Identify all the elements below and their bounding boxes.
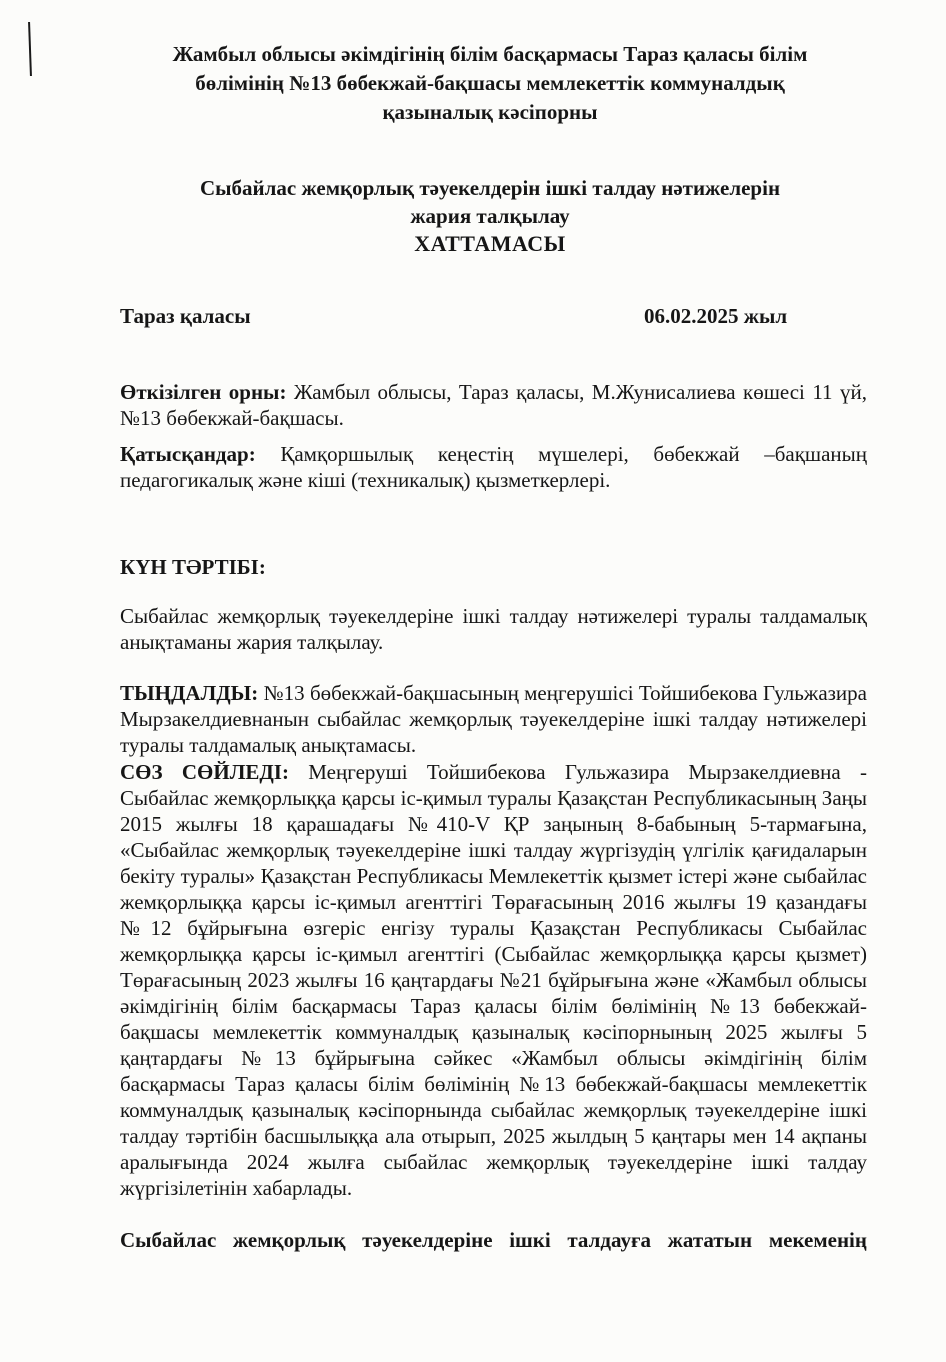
venue-text: Жамбыл облысы, Тараз қаласы, М.Жунисалиева көшесі 11 үй, №13 бөбекжай-бақшасы.	[120, 380, 867, 430]
org-line-3: қазыналық кәсіпорны	[382, 100, 598, 124]
participants-label: Қатысқандар:	[120, 442, 256, 466]
participants-paragraph	[120, 441, 867, 493]
participants-text: Қамқоршылық кеңестің мүшелері, бөбекжай –бақшаның педагогикалық және кіші (техникалық) қызметкерлері.	[120, 442, 867, 492]
org-line-2: бөлімінің №13 бөбекжай-бақшасы мемлекеттік коммуналдық	[195, 71, 785, 95]
city-label: Тараз қаласы	[120, 304, 251, 328]
spoke-paragraph	[120, 759, 867, 1201]
document-title	[100, 174, 880, 258]
heard-label: ТЫҢДАЛДЫ:	[120, 681, 259, 705]
heard-text: №13 бөбекжай-бақшасының меңгерушісі Тойшибекова Гульжазира Мырзакелдиевнанын сыбайлас жемқорлық тәуекелдеріне ішкі талдау нәтижелері туралы талдамалық анықтамасы.	[120, 681, 867, 757]
title-line-2: жария талқылау	[410, 204, 570, 228]
margin-pen-mark	[28, 22, 32, 76]
doc-type: ХАТТАМАСЫ	[414, 231, 566, 256]
heard-paragraph	[120, 680, 867, 758]
document-date: 06.02.2025 жыл	[644, 304, 788, 328]
spoke-label: СӨЗ СӨЙЛЕДІ:	[120, 760, 289, 784]
agenda-heading: КҮН ТӘРТІБІ:	[120, 555, 266, 579]
closing-line: Сыбайлас жемқорлық тәуекелдеріне ішкі талдауға жататын мекеменің	[120, 1228, 867, 1252]
agenda-text: Сыбайлас жемқорлық тәуекелдеріне ішкі талдау нәтижелері туралы талдамалық анықтаманы жария талқылау.	[120, 604, 867, 654]
venue-paragraph	[120, 379, 867, 431]
org-line-1: Жамбыл облысы әкімдігінің білім басқармасы Тараз қаласы білім	[172, 42, 808, 66]
spoke-text: Меңгеруші Тойшибекова Гульжазира Мырзакелдиевна - Сыбайлас жемқорлыққа қарсы іс-қимыл туралы Қазақстан Республикасының Заңы 2015 жылғы 18 қарашадағы №410-V ҚР заңының 8-бабының 5-тармағына, «Сыбайлас жемқорлық тәуекелдеріне ішкі талдау жүргізудің үлгілік қағидаларын бекіту туралы» Қазақстан Республикасы Мемлекеттік қызмет істері және сыбайлас жемқорлыққа қарсы іс-қимыл агенттігі Төрағасының 2016 жылғы 19 қазандағы №12 бұйрығына өзгеріс енгізу туралы Қазақстан Республикасы Сыбайлас жемқорлыққа қарсы іс-қимыл агенттігі (Сыбайлас жемқорлыққа қарсы қызмет) Төрағасының 2023 жылғы 16 қаңтардағы №21 бұйрығына және «Жамбыл облысы әкімдігінің білім басқармасы Тараз қаласы білім бөлімінің №13 бөбекжай-бақшасы мемлекеттік коммуналдық қазыналық кәсіпорнының 2025 жылғы 5 қаңтардағы №13 бұйрығына сәйкес «Жамбыл облысы әкімдігінің білім басқармасы Тараз қаласы білім бөлімінің №13 бөбекжай-бақшасы мемлекеттік коммуналдық қазыналық кәсіпорнында сыбайлас жемқорлық тәуекелдеріне ішкі талдау тәртібін басшылыққа ала отырып, 2025 жылдың 5 қаңтары мен 14 ақпаны аралығында 2024 жылға сыбайлас жемқорлық тәуекелдеріне ішкі талдау жүргізілетінін хабарлады.	[120, 760, 867, 1200]
venue-label: Өткізілген орны:	[120, 380, 287, 404]
title-line-1: Сыбайлас жемқорлық тәуекелдерін ішкі талдау нәтижелерін	[199, 176, 781, 200]
organization-header	[100, 40, 880, 127]
